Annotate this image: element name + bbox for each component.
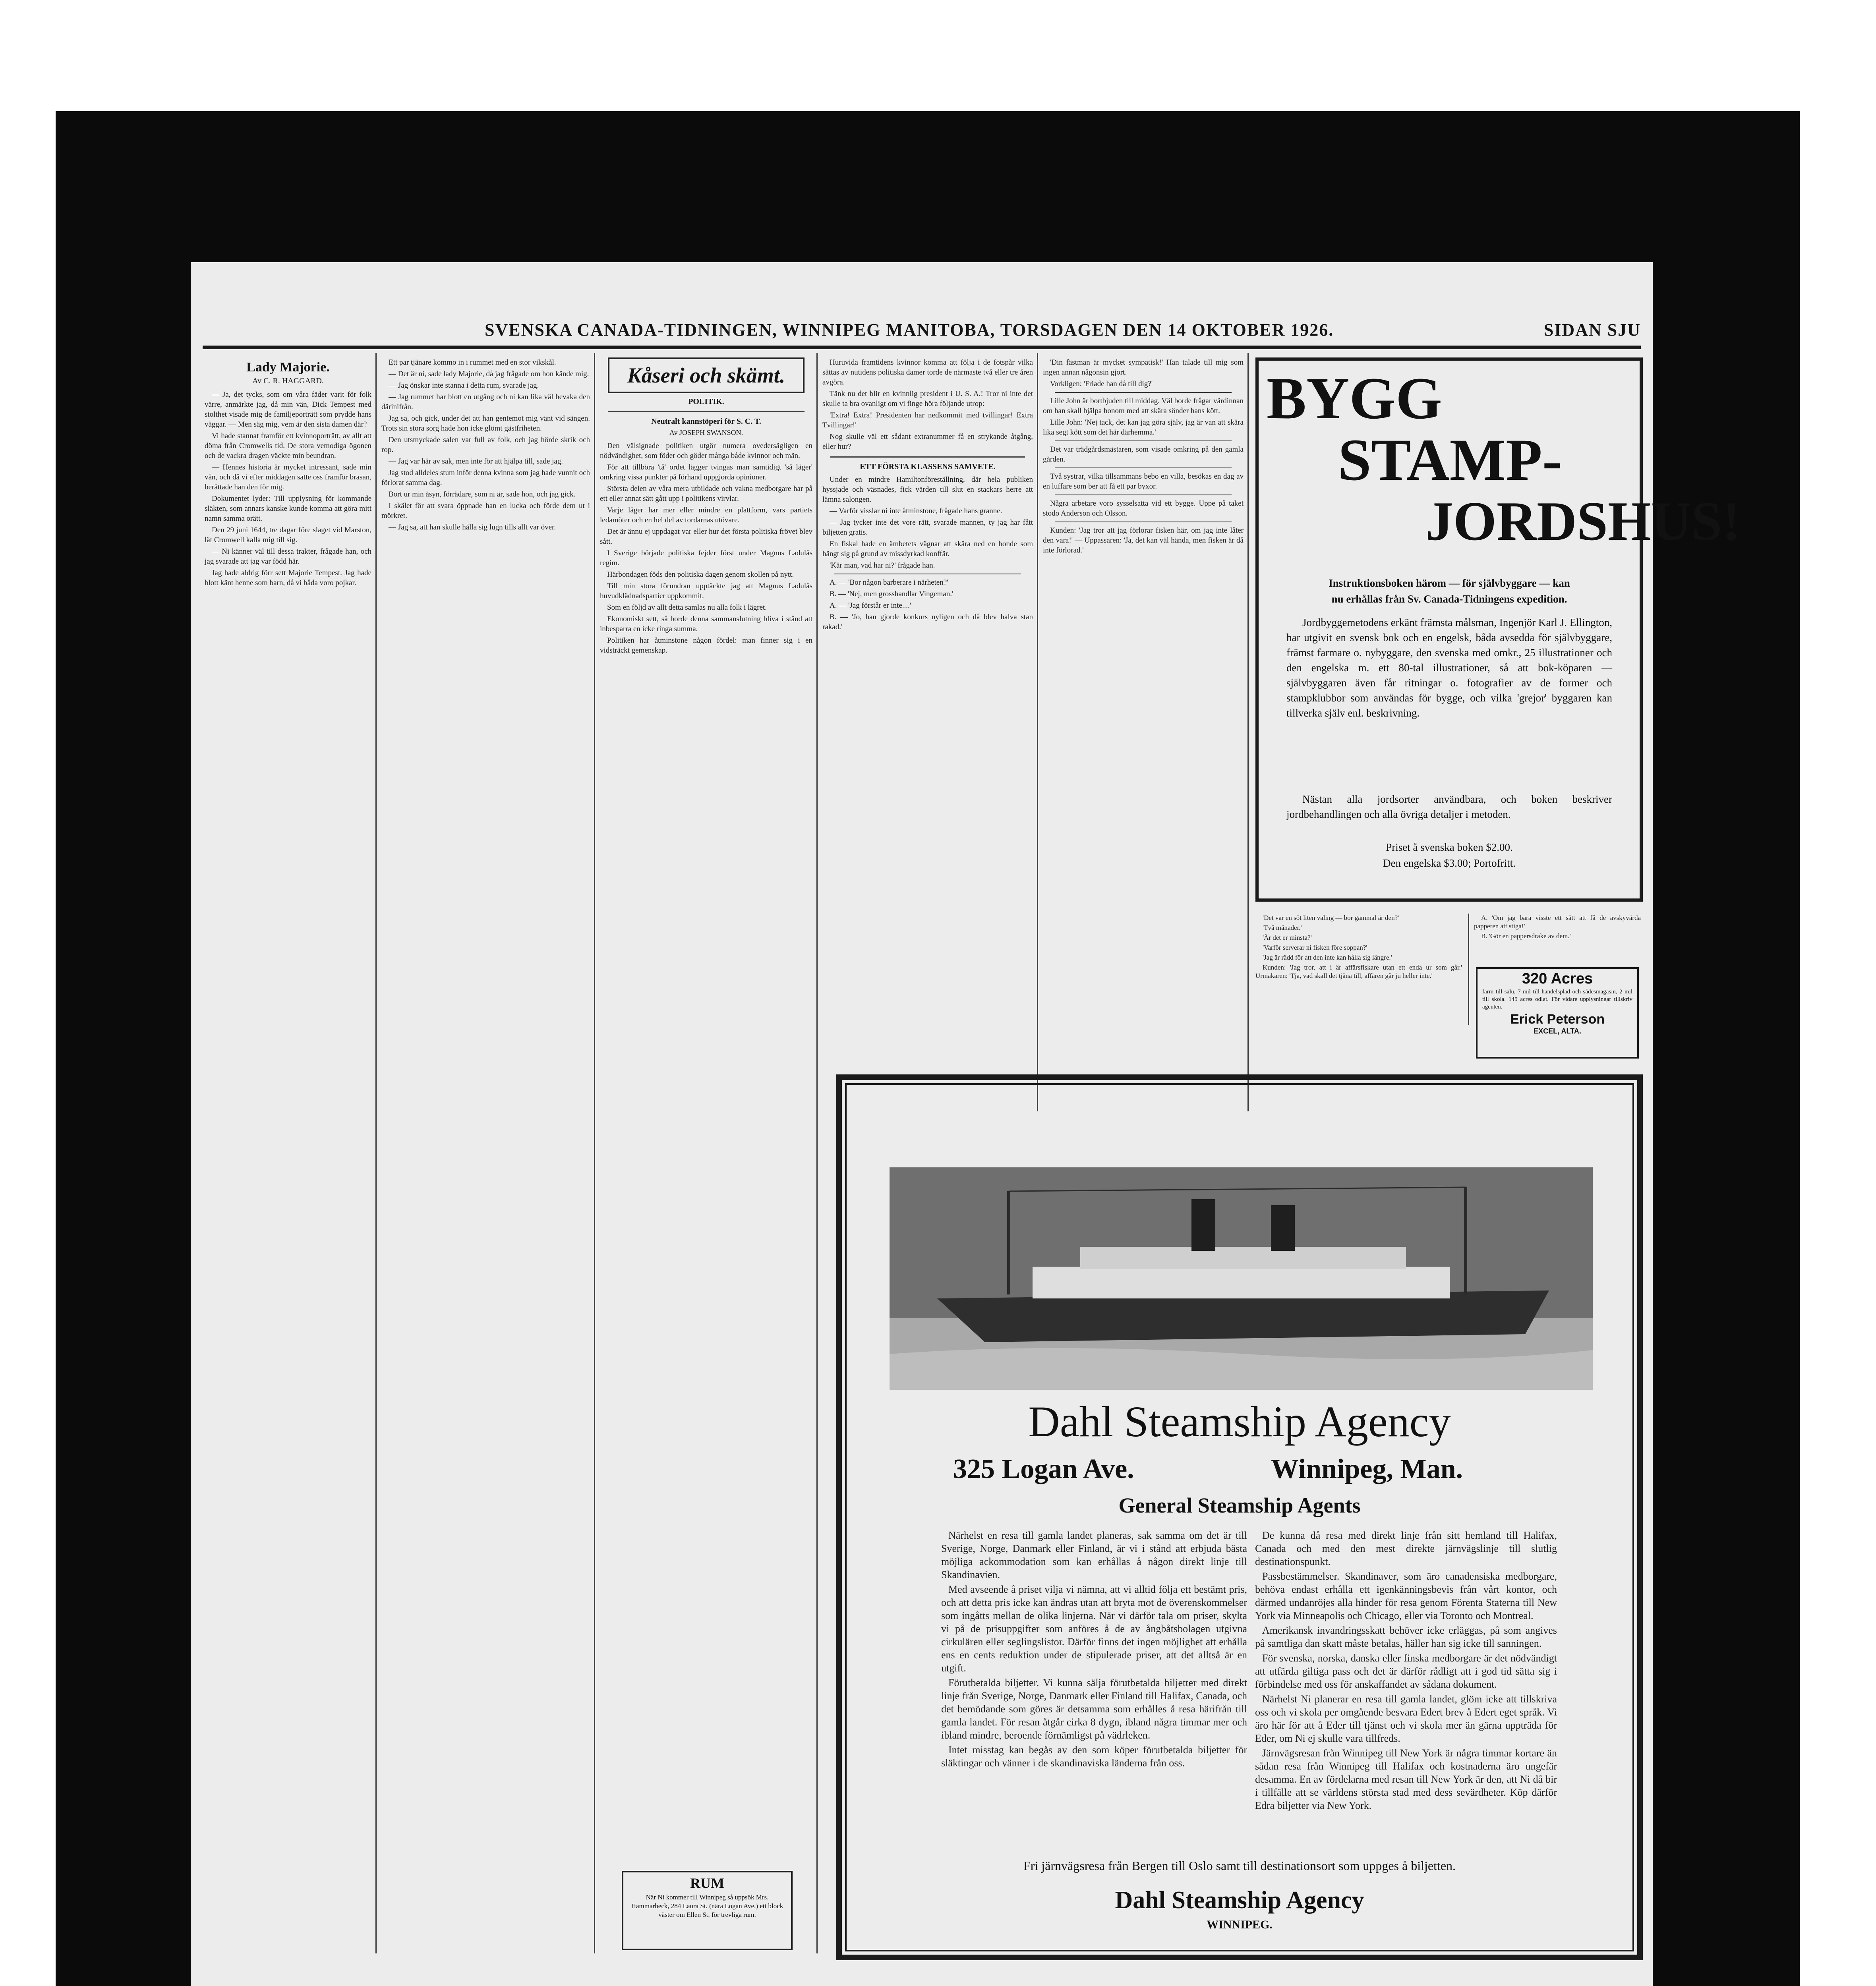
column-5 bbox=[1043, 357, 1244, 1104]
column-divider bbox=[375, 353, 377, 1953]
paragraph: Intet misstag kan begås av den som köper förutbetalda biljetter för släktingar och vänner i de skandinaviska länderna från oss. bbox=[941, 1744, 1247, 1769]
story-heading: Lady Majorie. bbox=[246, 360, 330, 375]
newspaper-page bbox=[191, 262, 1741, 1986]
column-2 bbox=[381, 357, 590, 1954]
paragraph: Till min stora förundran upptäckte jag att Magnus Ladulås huvudklädnadspartier uppkommit. bbox=[600, 582, 812, 600]
masthead bbox=[203, 320, 1641, 343]
paragraph: Vi hade stannat framför ett kvinnoporträtt, av allt att döma från Cromwells tid. De stora vemodiga ögonen och de vackra dragen väckte min beundran. bbox=[205, 432, 371, 460]
dialogue-line: B. — 'Nej, men grosshandlar Vingeman.' bbox=[830, 590, 953, 598]
bygg-ad bbox=[1255, 357, 1741, 902]
paragraph: — Hennes historia är mycket intressant, sade min vän, och då vi efter middagen satte oss framför brasan, berättade han den för mig. bbox=[205, 463, 371, 491]
paragraph: Kunden: 'Jag tror att jag förlorar fisken här, om jag inte låter den vara!' — Uppassaren: 'Ja, det kan väl hända, men fisken är då inte förlorad.' bbox=[1043, 526, 1244, 554]
paragraph: Lille John är bortbjuden till middag. Väl borde frågar värdinnan om han skall hjälpa honom med att skära sönder hans kött. bbox=[1043, 397, 1244, 415]
paragraph: Den utsmyckade salen var full av folk, och jag hörde skrik och rop. bbox=[381, 436, 590, 454]
paragraph: I skälet för att svara öppnade han en lucka och förde dem ut i mörkret. bbox=[381, 502, 590, 520]
paragraph: Som en följd av allt detta samlas nu alla folk i lägret. bbox=[607, 603, 767, 612]
paragraph: — Det är ni, sade lady Majorie, då jag frågade om hon kände mig. bbox=[389, 370, 589, 378]
paragraph: Varje läger har mer eller mindre en plattform, vars partiets ledamöter och en hel del av tordarnas utövare. bbox=[600, 506, 812, 524]
column-divider bbox=[816, 353, 818, 1953]
bygg-ad-price-2: Den engelska $3.00; Portofritt. bbox=[1383, 857, 1516, 869]
divider bbox=[608, 411, 805, 412]
column-divider bbox=[594, 353, 595, 1953]
joke-line: A. 'Om jag bara visste ett sätt att få de avskyvärda papperen att stiga!' bbox=[1474, 914, 1641, 930]
paragraph: Största delen av våra mera utbildade och vakna medborgare har på ett eller annat sätt gått upp i politikens virvlar. bbox=[600, 485, 812, 503]
story-continuation bbox=[381, 357, 590, 532]
paragraph: — Varför visslar ni inte åtminstone, frågade hans granne. bbox=[830, 507, 1002, 515]
bygg-ad-title-1: BYGG bbox=[1267, 365, 1442, 431]
paragraph: — Jag rummet har blott en utgång och ni kan lika väl bevaka den därinifrån. bbox=[381, 393, 590, 411]
divider bbox=[1055, 392, 1232, 393]
paragraph: I Sverige började politiska fejder först under Magnus Ladulås regim. bbox=[600, 549, 812, 567]
paragraph: 'Kär man, vad har ni?' frågade han. bbox=[830, 561, 935, 570]
joke-line: Kunden: 'Jag tror, att i är affärsfiskare utan ett enda ur som går.' Urmakaren: 'Tja, vad skall det tjäna till, affären går ju heller inte.' bbox=[1255, 964, 1462, 979]
bygg-ad-title-3: JORDSHUS! bbox=[1425, 491, 1741, 552]
acres-ad-name: Erick Peterson bbox=[1510, 1012, 1605, 1027]
paragraph: Politiken har åtminstone någon fördel: man finner sig i en vidsträckt gemenskap. bbox=[600, 636, 812, 655]
column-4-body bbox=[822, 357, 1033, 452]
paragraph: Ett par tjänare kommo in i rummet med en stor vikskål. bbox=[389, 358, 556, 367]
dahl-ad-signature: Dahl Steamship Agency bbox=[1115, 1887, 1364, 1914]
dahl-ad-left-text bbox=[941, 1529, 1247, 1771]
joke-line: 'Två månader.' bbox=[1263, 924, 1302, 931]
bygg-ad-price-1: Priset å svenska boken $2.00. bbox=[1386, 841, 1513, 853]
divider bbox=[1055, 440, 1232, 441]
column-divider bbox=[1037, 353, 1038, 1111]
bygg-ad-body: Jordbyggemetodens erkänt främsta målsman, Ingenjör Karl J. Ellington, har utgivit en svensk bok och en engelsk, båda avsedda för självbyggare, främst farmare o. nybyggare, den svenska med omkr., 25 illustrationer och den engelska m. ett 80-tal illustrationer, så att bok-köparen — självbyggaren även får ritningar o. fotografier av de former och stampklubbor som användas för bygge, och vilka 'grejor' byggaren kan tillverka själv enl. beskrivning. bbox=[1286, 616, 1612, 719]
paragraph: För svenska, norska, danska eller finska medborgare är det nödvändigt att utfärda giltiga pass och det är därför rådligt att i god tid sätta sig i förbindelse med oss för anskaffandet av sådana dokument. bbox=[1255, 1652, 1557, 1690]
paragraph: Det var trädgårdsmästaren, som visade omkring på den gamla gården. bbox=[1043, 445, 1244, 464]
paragraph: Härbondagen föds den politiska dagen genom skollen på nytt. bbox=[607, 570, 794, 579]
paragraph: Närhelst en resa till gamla landet planeras, sak samma om det är till Sverige, Norge, Danmark eller Finland, är vi i stånd att erbjuda bästa möjliga ackommodation som kan erhållas å någon direkt linje till Skandinavien. bbox=[941, 1530, 1247, 1580]
paragraph: Närhelst Ni planerar en resa till gamla landet, glöm icke att tillskriva oss och vi skola per omgående besvara Edert brev å Edert eget språk. Vi äro här för att å Eder till tjänst och vi skola mer än gärna uppträda för Eder, om Ni ej skulle vara tillfreds. bbox=[1255, 1693, 1557, 1744]
dialogue-line: B. — 'Jo, han gjorde konkurs nyligen och då blev halva stan rakad.' bbox=[822, 613, 1033, 631]
paragraph: Två systrar, vilka tillsammans bebo en villa, besökas en dag av en luffare som ber att få ett par byxor. bbox=[1043, 472, 1244, 491]
kaseri-heading-box bbox=[608, 357, 805, 393]
kaseri-body bbox=[600, 441, 812, 655]
rum-ad bbox=[622, 1871, 793, 1950]
subhead: Neutralt kannstöperi för S. C. T. bbox=[651, 417, 761, 426]
rum-ad-title: RUM bbox=[690, 1875, 724, 1891]
paragraph: Tänk nu det blir en kvinnlig president i U. S. A.! Tror ni inte det skulle ta bra ovanligt om vi finge höra följande utrop: bbox=[822, 390, 1033, 408]
divider bbox=[830, 456, 1025, 458]
dahl-steamship-ad bbox=[836, 1074, 1643, 1960]
paragraph: Vorkligen: 'Friade han då till dig?' bbox=[1050, 380, 1153, 388]
paragraph: Järnvägsresan från Winnipeg till New York är några timmar kortare än sådan resa från Winnipeg till Halifax och kostnaderna äro ungefär desamma. En av fördelarna med resan till New York är den, att Ni då bir i tillfälle att se världens största stad med dess sevärdheter. Köp därför Edra biljetter via New York. bbox=[1255, 1747, 1557, 1811]
acres-ad-title: 320 Acres bbox=[1522, 970, 1593, 987]
paragraph: Några arbetare voro sysselsatta vid ett bygge. Uppe på taket stodo Anderson och Olsson. bbox=[1043, 499, 1244, 518]
story-body bbox=[205, 390, 371, 588]
column-3 bbox=[600, 357, 812, 1859]
byline: Av JOSEPH SWANSON. bbox=[669, 429, 743, 437]
steamship-photo bbox=[890, 1167, 1593, 1390]
masthead-rule bbox=[203, 346, 1641, 349]
section-title: ETT FÖRSTA KLASSENS SAMVETE. bbox=[860, 462, 996, 471]
paragraph: Lille John: 'Nej tack, det kan jag göra själv, jag är van att skära lika segt kött som det här därhemma.' bbox=[1043, 418, 1244, 437]
joke-line: 'Är det er minsta?' bbox=[1263, 934, 1312, 941]
column-divider bbox=[1247, 353, 1249, 1111]
dahl-ad-subtitle: General Steamship Agents bbox=[1118, 1493, 1361, 1517]
jokes-left-body bbox=[1255, 914, 1462, 980]
joke-line: 'Det var en söt liten valing — bor gammal är den?' bbox=[1263, 914, 1399, 922]
paragraph: Huruvida framtidens kvinnor komma att följa i de fotspår vilka sättas av nutidens politiska damer torde de närmaste två eller tre åren avgöra. bbox=[822, 358, 1033, 386]
joke-line: B. 'Gör en pappersdrake av dem.' bbox=[1481, 932, 1571, 940]
column-5-body bbox=[1043, 357, 1244, 555]
acres-ad bbox=[1476, 967, 1639, 1059]
paragraph: Jag sa, och gick, under det att han gentemot mig vänt vid sängen. Trots sin stora sorg hade hon icke glömt gästfriheten. bbox=[381, 414, 590, 433]
section-body bbox=[822, 475, 1033, 570]
paragraph: — Ni känner väl till dessa trakter, frågade han, och jag svarade att jag var född här. bbox=[205, 547, 371, 566]
paragraph: De kunna då resa med direkt linje från sitt hemland till Halifax, Canada och med den mest direkte järnvägslinje till slutlig destinationspunkt. bbox=[1255, 1530, 1557, 1567]
paragraph: — Ja, det tycks, som om våra fäder varit för folk värre, anmärkte jag, då min vän, Dick Tempest med stolthet visade mig de familjeporträtt som prydde hans väggar. — Men säg mig, vem är den sista damen där? bbox=[205, 390, 371, 429]
kaseri-heading: Kåseri och skämt. bbox=[627, 363, 785, 387]
bygg-ad-line-b: nu erhållas från Sv. Canada-Tidningens expedition. bbox=[1331, 593, 1567, 605]
paragraph: Passbestämmelser. Skandinaver, som äro canadensiska medborgare, behöva endast erhålla ett igenkänningsbevis från vårt kontor, och därmed undanröjes alla hinder för resa genom Förenta Staterna till New York via Minneapolis och Chicago, eller via Toronto och Montreal. bbox=[1255, 1571, 1557, 1621]
paragraph: Ekonomiskt sett, så borde denna sammanslutning bliva i stånd att inbesparra en icke ringa summa. bbox=[600, 615, 812, 633]
bygg-ad-title-2: STAMP- bbox=[1338, 427, 1562, 493]
paragraph: 'Din fästman är mycket sympatisk!' Han talade till mig som ingen annan någonsin gjort. bbox=[1043, 358, 1244, 377]
paragraph: Jag stod alldeles stum inför denna kvinna som jag hade vunnit och förlorat samma dag. bbox=[381, 469, 590, 487]
dialogue bbox=[822, 578, 1033, 632]
paragraph: Den välsignade politiken utgör numera ovedersägligen en nödvändighet, som föder och göder många både kvinnor och män. bbox=[600, 442, 812, 460]
acres-ad-place: EXCEL, ALTA. bbox=[1534, 1027, 1581, 1035]
paragraph: Med avseende å priset vilja vi nämna, att vi alltid följa ett bestämt pris, och att detta pris icke kan ändras utan att bryta mot de överenskommelser som ingåtts mellan de olika linjerna. När vi därför tala om priser, skylta vi på de prisuppgifter som anföres å de av ångbåtsbolagen utgivna cirkulären eller seglingslistor. Därför finns det ingen möjlighet att erhålla ens en cents reduktion under de stipulerade priser, att det alltså är en utgift. bbox=[941, 1584, 1247, 1674]
jokes-right bbox=[1474, 914, 1641, 961]
dialogue-line: A. — 'Jag förstår er inte....' bbox=[830, 601, 911, 610]
paragraph: Bort ur min åsyn, förrädare, som ni är, sade hon, och jag gick. bbox=[389, 490, 576, 498]
bygg-ad-line-a: Instruktionsboken härom — för självbyggare — kan bbox=[1329, 577, 1570, 589]
paragraph: Dokumentet lyder: Till upplysning för kommande släkten, som annars kanske kunde komma att göra mitt namn samma orätt. bbox=[205, 495, 371, 523]
dahl-ad-address: 325 Logan Ave. bbox=[953, 1454, 1134, 1484]
joke-line: 'Varför serverar ni fisken före soppan?' bbox=[1263, 944, 1367, 951]
paragraph: För att tillböra 'tå' ordet lägger tvingas man samtidigt 'så läger' omkring vissa punkter på förhand uppgjorda opinioner. bbox=[600, 463, 812, 481]
paragraph: Förutbetalda biljetter. Vi kunna sälja förutbetalda biljetter med direkt linje från Sverige, Norge, Danmark eller Finland till Halifax, Canada, och det bemödande som göres är detsamma som erhålles å resa härifrån till gamla landet. För resan åtgår cirka 8 dygn, ibland några timmar mer och ibland mindre, beroende förnämligst på vädrleken. bbox=[941, 1677, 1247, 1741]
paragraph: 'Extra! Extra! Presidenten har nedkommit med tvillingar! Extra Tvillingar!' bbox=[822, 411, 1033, 429]
paragraph: Amerikansk invandringsskatt behöver icke erläggas, på som angives på samtliga dan skatt måste betalas, häller han sig icke till sanningen. bbox=[1255, 1625, 1557, 1649]
paragraph: Jag hade aldrig förr sett Majorie Tempest. Jag hade blott känt henne som barn, då vi båda voro pojkar. bbox=[205, 569, 371, 587]
paragraph: Den 29 juni 1644, tre dagar före slaget vid Marston, lät Cromwell kalla mig till sig. bbox=[205, 526, 371, 544]
column-divider bbox=[1468, 914, 1469, 1025]
dahl-ad-right-text bbox=[1255, 1529, 1557, 1814]
jokes-left bbox=[1255, 914, 1462, 1033]
paragraph: — Jag tycker inte det vore rätt, svarade mannen, ty jag har fått biljetten gratis. bbox=[822, 518, 1033, 537]
jokes-right-body bbox=[1474, 914, 1641, 940]
paragraph: En fiskal hade en ämbetets vägnar att skära ned en bonde som hängt sig på grund av missdyrkad konffär. bbox=[822, 540, 1033, 558]
rum-ad-body: När Ni kommer till Winnipeg så uppsök Mrs. Hammarbeck, 284 Laura St. (nära Logan Ave.) ett block väster om Ellen St. för trevliga rum. bbox=[631, 1893, 783, 1918]
paragraph: Nog skulle väl ett sådant extranummer få en strykande åtgång, eller hur? bbox=[822, 433, 1033, 451]
kicker: POLITIK. bbox=[688, 397, 724, 406]
column-4 bbox=[822, 357, 1033, 1104]
story-byline: Av C. R. HAGGARD. bbox=[252, 377, 324, 385]
page-label: SIDAN SJU bbox=[1543, 320, 1641, 340]
paragraph: — Jag önskar inte stanna i detta rum, svarade jag. bbox=[389, 381, 539, 390]
joke-line: 'Jag är rädd för att den inte kan hålla sig längre.' bbox=[1263, 954, 1392, 961]
paragraph: — Jag var här av sak, men inte för att hjälpa till, sade jag. bbox=[389, 457, 563, 466]
dialogue-line: A. — 'Bor någon barberare i närheten?' bbox=[830, 578, 948, 587]
masthead-title: SVENSKA CANADA-TIDNINGEN, WINNIPEG MANITOBA, TORSDAGEN DEN 14 OKTOBER 1926. bbox=[485, 320, 1334, 340]
acres-ad-body: farm till salu, 7 mil till handelsplad och sådesmagasin, 2 mil till skola. 145 acres odlat. För vidare upplysningar tillskriv agenten. bbox=[1482, 989, 1632, 1010]
bygg-ad-body-2: Nästan alla jordsorter användbara, och boken beskriver jordbehandlingen och alla övriga detaljer i metoden. bbox=[1286, 793, 1612, 820]
dahl-ad-signature-city: WINNIPEG. bbox=[1207, 1918, 1273, 1931]
paragraph: Det är ännu ej uppdagat var eller hur det första politiska frövet blev sått. bbox=[600, 527, 812, 546]
dahl-ad-name: Dahl Steamship Agency bbox=[1028, 1397, 1451, 1446]
dahl-ad-city: Winnipeg, Man. bbox=[1271, 1454, 1463, 1484]
paragraph: — Jag sa, att han skulle hålla sig lugn tills allt var över. bbox=[389, 523, 556, 531]
paragraph: Under en mindre Hamiltonföreställning, där hela publiken hyssjade och väsnades, fick värden till slut en stackars herre att lämna salongen. bbox=[822, 475, 1033, 504]
dahl-ad-footer: Fri järnvägsresa från Bergen till Oslo samt till destinationsort som uppges å biljetten. bbox=[1023, 1858, 1456, 1873]
column-1 bbox=[205, 357, 371, 1954]
